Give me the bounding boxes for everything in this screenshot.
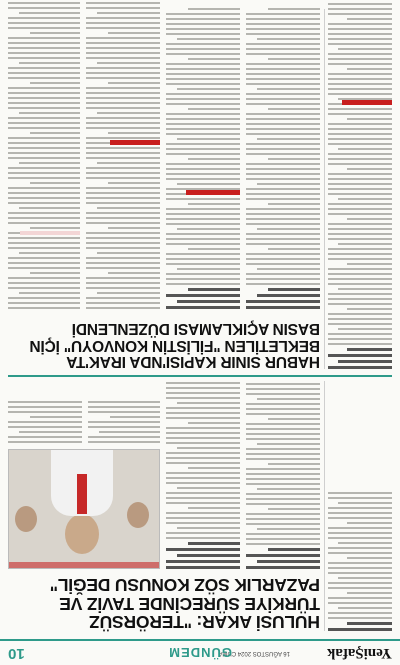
article-top-column-2 — [166, 379, 240, 569]
article-top-column-4 — [8, 398, 82, 443]
article-bottom-headline — [8, 320, 320, 369]
page-header-bar — [0, 639, 400, 665]
masthead-logo — [327, 644, 392, 661]
article-top-column-3 — [88, 398, 160, 443]
article-top-column-1 — [246, 380, 320, 569]
subheading-marker — [186, 190, 240, 195]
article-top-photo — [8, 449, 160, 569]
article-top — [8, 576, 320, 631]
article-top-headline-line3: PAZARLIK SÖZ KONUSU DEĞİL" — [49, 575, 320, 596]
article-bottom — [8, 320, 320, 369]
article-bottom-column-3 — [86, 0, 160, 309]
masthead-name-part1: Yeni — [363, 645, 392, 661]
article-top-headline — [8, 576, 320, 631]
issue-date: 16 AĞUSTOS 2024 CUMA — [218, 650, 290, 656]
article-bottom-column-4 — [8, 0, 80, 309]
article-bottom-headline-line1: HABUR SINIR KAPISI'NDA IRAK'TA — [66, 353, 320, 370]
highlight-marker — [20, 231, 80, 235]
article-bottom-headline-line3: BASIN AÇIKLAMASI DÜZENLENDİ — [71, 320, 320, 338]
section-title: GÜNDEM — [168, 645, 232, 660]
masthead-name-part2: Şafak — [326, 645, 364, 661]
article-top-headline-line2: TÜRKİYE SÜRECİNDE TAVİZ VE — [59, 593, 320, 614]
subheading-marker — [342, 100, 392, 105]
article-bottom-headline-line2: BEKLETİLEN "FİLİSTİN KONVOYU" İÇİN — [29, 336, 320, 354]
sidebar-column-bottom — [328, 0, 392, 369]
sidebar-column-top — [328, 489, 392, 631]
article-divider-rule — [8, 375, 392, 377]
article-top-headline-line1: HULUSİ AKAR: "TERÖRSÜZ — [89, 612, 320, 632]
page-number: 10 — [8, 645, 25, 662]
column-divider — [324, 381, 325, 631]
article-bottom-column-2 — [166, 5, 240, 309]
column-divider — [324, 9, 325, 369]
article-bottom-column-1 — [246, 5, 320, 309]
subheading-marker — [110, 140, 160, 145]
